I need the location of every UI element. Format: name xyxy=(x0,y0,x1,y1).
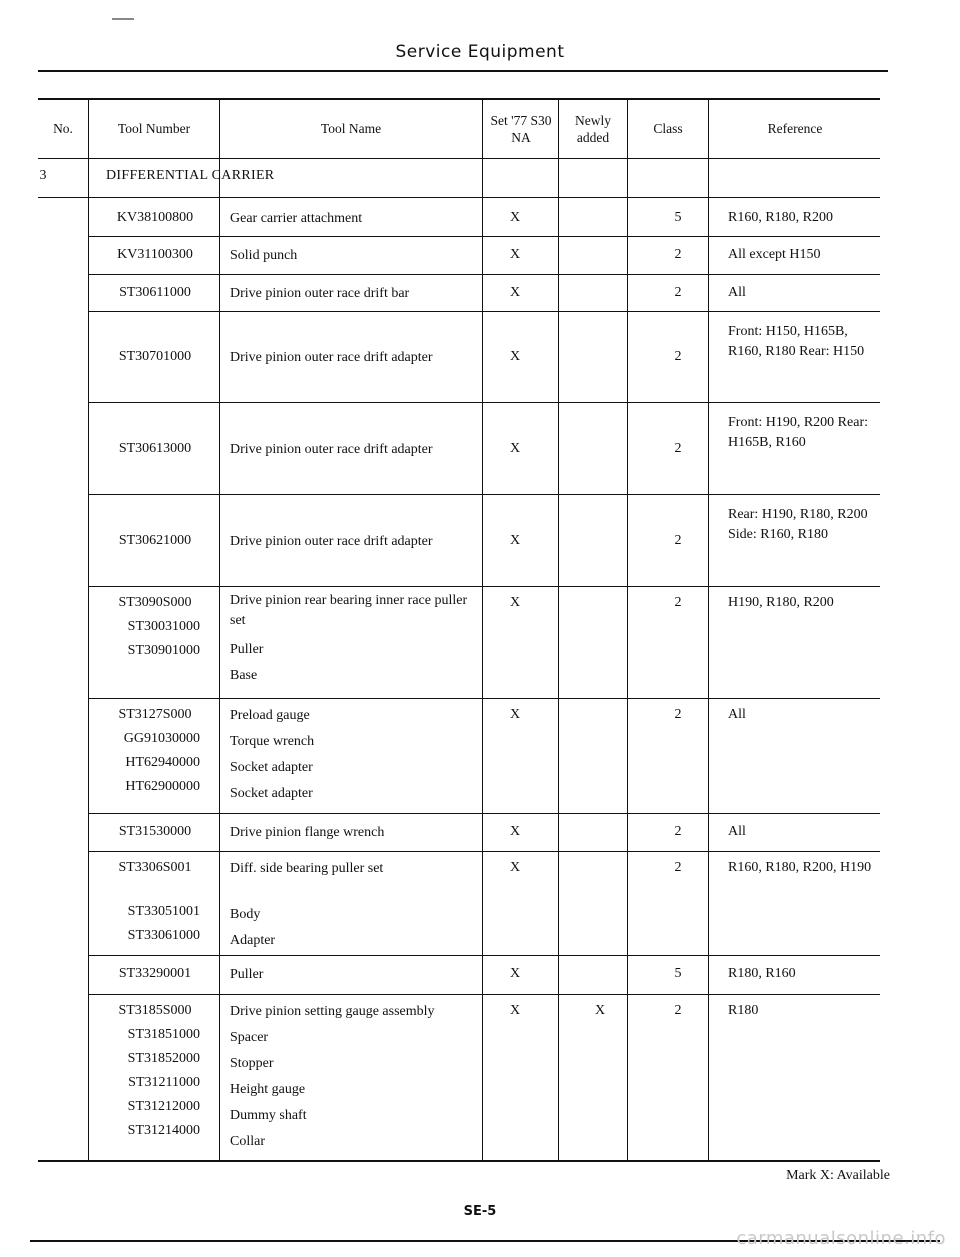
section-title: DIFFERENTIAL CARRIER xyxy=(106,168,275,183)
tool-name: Drive pinion outer race drift adapter xyxy=(230,350,433,365)
tool-number: ST3127S000 xyxy=(118,707,192,722)
class-value: 2 xyxy=(674,595,682,610)
reference-value: All xyxy=(728,824,746,839)
available-mark: X xyxy=(509,349,521,364)
class-value: 5 xyxy=(674,966,682,981)
header-tool-name: Tool Name xyxy=(320,121,382,136)
tool-name-cell xyxy=(230,856,480,954)
row-divider xyxy=(88,994,880,995)
tool-name: Solid punch xyxy=(230,248,298,263)
available-mark: X xyxy=(509,210,521,225)
header-set: Set '77 S30 NA xyxy=(490,113,552,145)
row-divider xyxy=(88,813,880,814)
scan-mark xyxy=(112,18,134,20)
header-tool-number: Tool Number xyxy=(117,121,191,136)
table-top-rule xyxy=(38,98,880,100)
tool-name-cell xyxy=(230,206,480,232)
tool-name: Stopper xyxy=(230,1056,274,1071)
table-row xyxy=(96,206,214,230)
title-rule xyxy=(38,70,888,72)
section-number: 3 xyxy=(39,168,47,183)
tool-number: KV38100800 xyxy=(116,210,194,225)
tool-name: Collar xyxy=(230,1134,265,1149)
tool-number: ST3306S001 xyxy=(118,860,192,875)
tool-number: ST33061000 xyxy=(127,928,200,943)
class-value: 2 xyxy=(674,532,682,548)
row-divider xyxy=(88,698,880,699)
available-mark: X xyxy=(509,966,521,981)
table-row xyxy=(96,345,214,369)
table-row xyxy=(96,529,214,553)
row-divider xyxy=(88,851,880,852)
header-class: Class xyxy=(653,121,683,136)
table-row xyxy=(96,281,214,305)
tool-name-cell xyxy=(230,243,480,269)
table-row xyxy=(96,703,214,799)
available-mark: X xyxy=(509,532,521,548)
tool-number: ST31852000 xyxy=(127,1051,200,1066)
reference-value: R160, R180, R200 xyxy=(728,210,834,225)
row-divider xyxy=(88,586,880,587)
available-mark: X xyxy=(509,860,521,875)
tool-name: Gear carrier attachment xyxy=(230,211,363,226)
header-no: No. xyxy=(53,121,73,136)
col-line-class xyxy=(708,98,709,1161)
header-newly: Newly added xyxy=(575,113,611,145)
tool-name-cell xyxy=(230,345,480,371)
class-value: 2 xyxy=(674,860,682,875)
watermark: carmanualsonline.info xyxy=(736,1228,946,1249)
header-reference: Reference xyxy=(767,121,823,136)
tool-number: ST3185S000 xyxy=(118,1003,192,1018)
class-value: 2 xyxy=(674,707,682,722)
tool-number: ST31214000 xyxy=(127,1123,200,1138)
reference-value: R160, R180, R200, H190 xyxy=(728,860,872,875)
available-mark: X xyxy=(509,285,521,300)
reference-value: Rear: H190, R180, R200 Side: R160, R180 xyxy=(728,507,868,542)
col-line-no xyxy=(88,98,89,1161)
tool-name: Puller xyxy=(230,642,264,657)
tool-number: ST3090S000 xyxy=(118,595,192,610)
row-divider xyxy=(88,236,880,237)
available-mark: X xyxy=(509,707,521,722)
tool-number: ST31211000 xyxy=(128,1075,200,1090)
tool-name: Adapter xyxy=(230,933,276,948)
tool-number: KV31100300 xyxy=(117,247,193,262)
class-value: 2 xyxy=(674,247,682,262)
tool-name: Dummy shaft xyxy=(230,1108,307,1123)
tool-number: GG91030000 xyxy=(123,731,200,746)
tool-number: ST30701000 xyxy=(118,349,192,364)
row-divider xyxy=(88,402,880,403)
class-value: 2 xyxy=(674,285,682,300)
class-value: 2 xyxy=(674,349,682,364)
tool-name: Torque wrench xyxy=(230,734,315,749)
header-bottom-rule xyxy=(38,158,880,159)
page-number: SE-5 xyxy=(463,1204,497,1219)
reference-value: R180 xyxy=(728,1003,759,1018)
tool-name-cell xyxy=(230,437,480,463)
tool-name: Drive pinion outer race drift adapter xyxy=(230,533,433,549)
section-bottom-rule xyxy=(38,197,880,198)
tool-number: ST30613000 xyxy=(118,440,192,456)
available-mark: X xyxy=(509,247,521,262)
tool-number: ST33290001 xyxy=(118,966,192,981)
tool-name: Spacer xyxy=(230,1030,269,1045)
tool-name: Height gauge xyxy=(230,1082,306,1097)
tool-name: Drive pinion outer race drift bar xyxy=(230,286,410,301)
reference-value: Front: H190, R200 Rear: H165B, R160 xyxy=(728,415,868,450)
row-divider xyxy=(88,311,880,312)
available-mark: X xyxy=(509,1003,521,1018)
tool-name-cell xyxy=(230,703,480,807)
reference-value: All except H150 xyxy=(728,247,821,262)
tool-number: ST30611000 xyxy=(119,285,191,300)
tool-name-cell xyxy=(230,529,480,555)
tool-name-cell xyxy=(230,591,480,689)
reference-value: H190, R180, R200 xyxy=(728,595,834,610)
tool-name-cell xyxy=(230,962,480,988)
reference-value: All xyxy=(728,285,746,300)
page-title: Service Equipment xyxy=(395,42,565,62)
tool-number: ST30031000 xyxy=(127,619,200,634)
tool-name: Preload gauge xyxy=(230,708,310,723)
tool-name: Base xyxy=(230,668,258,683)
tool-name-cell xyxy=(230,820,480,846)
tool-name: Drive pinion rear bearing inner race puller set xyxy=(230,593,468,628)
tool-number: ST31530000 xyxy=(118,824,192,839)
tool-number: ST30621000 xyxy=(118,532,192,548)
class-value: 2 xyxy=(674,1003,682,1018)
tool-name: Drive pinion outer race drift adapter xyxy=(230,441,433,457)
class-value: 5 xyxy=(674,210,682,225)
tool-name-cell xyxy=(230,281,480,307)
col-line-name xyxy=(482,98,483,1161)
tool-number: ST33051001 xyxy=(127,904,200,919)
tool-name: Puller xyxy=(230,967,264,982)
newly-added-mark: X xyxy=(594,1003,606,1018)
reference-value: All xyxy=(728,707,746,722)
tool-number: HT62940000 xyxy=(125,755,200,770)
class-value: 2 xyxy=(674,824,682,839)
reference-value: R180, R160 xyxy=(728,966,796,981)
table-row xyxy=(96,820,214,844)
tool-name-cell xyxy=(230,999,480,1155)
available-mark: X xyxy=(509,440,521,456)
table-row xyxy=(96,591,214,663)
tool-name: Diff. side bearing puller set xyxy=(230,861,384,876)
tool-number: ST30901000 xyxy=(127,643,200,658)
table-row xyxy=(96,999,214,1143)
tool-name: Drive pinion flange wrench xyxy=(230,825,385,840)
available-mark: X xyxy=(509,595,521,610)
table-bottom-rule xyxy=(38,1160,880,1162)
table-row xyxy=(96,856,214,948)
tool-name: Socket adapter xyxy=(230,786,313,801)
row-divider xyxy=(88,955,880,956)
tool-name: Body xyxy=(230,907,261,922)
col-line-set xyxy=(558,98,559,1161)
table-row xyxy=(96,243,214,267)
table-row xyxy=(96,437,214,461)
tool-number: HT62900000 xyxy=(125,779,200,794)
footnote: Mark X: Available xyxy=(786,1168,890,1183)
reference-value: Front: H150, H165B, R160, R180 Rear: H150 xyxy=(728,324,865,359)
table-row xyxy=(96,962,214,986)
tool-number: ST31851000 xyxy=(127,1027,200,1042)
tool-name: Socket adapter xyxy=(230,760,313,775)
tool-number: ST31212000 xyxy=(127,1099,200,1114)
tool-name: Drive pinion setting gauge assembly xyxy=(230,1004,435,1019)
row-divider xyxy=(88,274,880,275)
class-value: 2 xyxy=(674,440,682,456)
available-mark: X xyxy=(509,824,521,839)
col-line-tool xyxy=(219,98,220,1161)
row-divider xyxy=(88,494,880,495)
